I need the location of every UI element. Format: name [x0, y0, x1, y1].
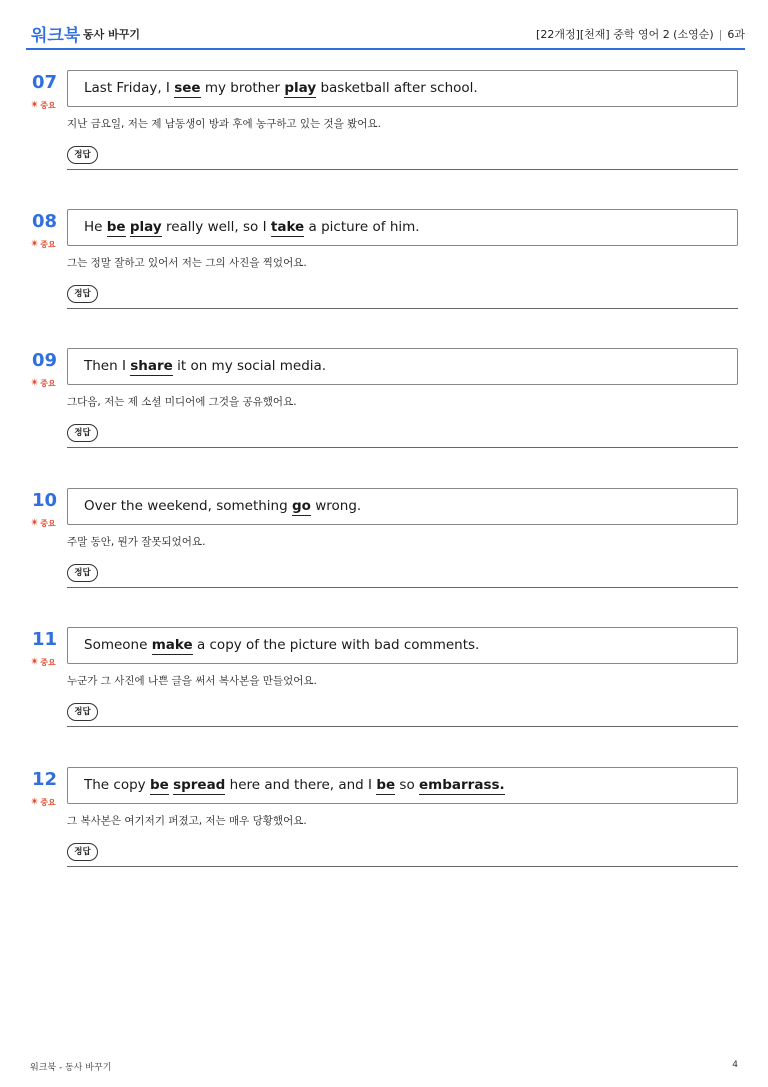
important-label: 중요: [40, 519, 56, 528]
course-info: [536, 26, 745, 42]
divider: [67, 726, 738, 727]
question-item: [30, 488, 738, 588]
important-icon: ✴: [30, 655, 40, 668]
answer-button[interactable]: 정답: [67, 146, 98, 164]
question-item: [30, 70, 738, 170]
footer-title: 워크북 - 동사 바꾸기: [30, 1063, 112, 1073]
target-verb: go: [291, 498, 311, 514]
important-label: 중요: [40, 798, 56, 807]
important-icon: ✴: [30, 795, 40, 808]
sentence-text: Over the weekend, something: [84, 498, 292, 514]
divider: [67, 587, 738, 588]
sentence-text: Last Friday, I: [84, 80, 175, 96]
sentence-text: so: [395, 777, 420, 793]
sentence-text: it on my social media.: [172, 358, 327, 374]
important-icon: ✴: [30, 376, 40, 389]
target-verb: share: [130, 358, 173, 374]
korean-translation: 지난 금요일, 저는 제 남동생이 방과 후에 농구하고 있는 것을 봤어요.: [67, 118, 381, 130]
sentence-text: really well, so I: [161, 219, 271, 235]
important-badge: [30, 516, 56, 529]
target-verb: embarrass.: [419, 777, 505, 793]
korean-translation: 그다음, 저는 제 소셜 미디어에 그것을 공유했어요.: [67, 396, 297, 408]
sentence-text: a copy of the picture with bad comments.: [192, 637, 480, 653]
course-name: [22개정][천재] 중학 영어 2 (소영순): [536, 28, 714, 41]
sentence-box: [67, 767, 738, 804]
sentence-box: [67, 348, 738, 385]
korean-translation: 누군가 그 사진에 나쁜 글을 써서 복사본을 만들었어요.: [67, 675, 317, 687]
sentence-text: Then I: [84, 358, 131, 374]
sentence-text: The copy: [84, 777, 150, 793]
question-number: 07: [32, 72, 58, 93]
divider: [67, 169, 738, 170]
target-verb: play: [284, 80, 317, 96]
important-label: 중요: [40, 658, 56, 667]
answer-button[interactable]: 정답: [67, 564, 98, 582]
page-header: [26, 18, 745, 50]
important-badge: [30, 376, 56, 389]
target-verb: spread: [173, 777, 226, 793]
answer-button[interactable]: 정답: [67, 285, 98, 303]
header-separator: |: [718, 28, 723, 41]
important-badge: [30, 655, 56, 668]
divider: [67, 866, 738, 867]
question-number: 10: [32, 490, 58, 511]
sentence-text: Someone: [84, 637, 152, 653]
question-number: 09: [32, 350, 58, 371]
answer-button[interactable]: 정답: [67, 703, 98, 721]
question-item: [30, 348, 738, 448]
answer-button[interactable]: 정답: [67, 843, 98, 861]
target-verb: take: [270, 219, 305, 235]
sentence-box: [67, 209, 738, 246]
important-icon: ✴: [30, 237, 40, 250]
page-number: 4: [732, 1060, 738, 1070]
target-verb: play: [129, 219, 162, 235]
answer-button[interactable]: 정답: [67, 424, 98, 442]
korean-translation: 그 복사본은 여기저기 퍼졌고, 저는 매우 당황했어요.: [67, 815, 307, 827]
question-number: 08: [32, 211, 58, 232]
brand-title: 워크북: [31, 26, 81, 46]
important-label: 중요: [40, 101, 56, 110]
target-verb: be: [106, 219, 126, 235]
question-number: 11: [32, 629, 58, 650]
question-item: [30, 627, 738, 727]
question-item: [30, 767, 738, 867]
important-badge: [30, 237, 56, 250]
sentence-box: [67, 627, 738, 664]
important-badge: [30, 98, 56, 111]
question-item: [30, 209, 738, 309]
sentence-text: basketball after school.: [316, 80, 478, 96]
sentence-text: here and there, and I: [225, 777, 377, 793]
target-verb: see: [174, 80, 201, 96]
target-verb: be: [376, 777, 396, 793]
lesson-label: 6과: [727, 28, 745, 41]
divider: [67, 308, 738, 309]
divider: [67, 447, 738, 448]
important-icon: ✴: [30, 98, 40, 111]
question-number: 12: [32, 769, 58, 790]
important-label: 중요: [40, 240, 56, 249]
sentence-text: He: [84, 219, 107, 235]
important-badge: [30, 795, 56, 808]
korean-translation: 주말 동안, 뭔가 잘못되었어요.: [67, 536, 206, 548]
sentence-text: my brother: [200, 80, 285, 96]
target-verb: be: [149, 777, 169, 793]
korean-translation: 그는 정말 잘하고 있어서 저는 그의 사진을 찍었어요.: [67, 257, 307, 269]
sentence-box: [67, 70, 738, 107]
important-icon: ✴: [30, 516, 40, 529]
sentence-text: a picture of him.: [304, 219, 420, 235]
sentence-text: wrong.: [310, 498, 362, 514]
worksheet-subtitle: 동사 바꾸기: [83, 28, 140, 41]
target-verb: make: [151, 637, 193, 653]
sentence-box: [67, 488, 738, 525]
important-label: 중요: [40, 379, 56, 388]
